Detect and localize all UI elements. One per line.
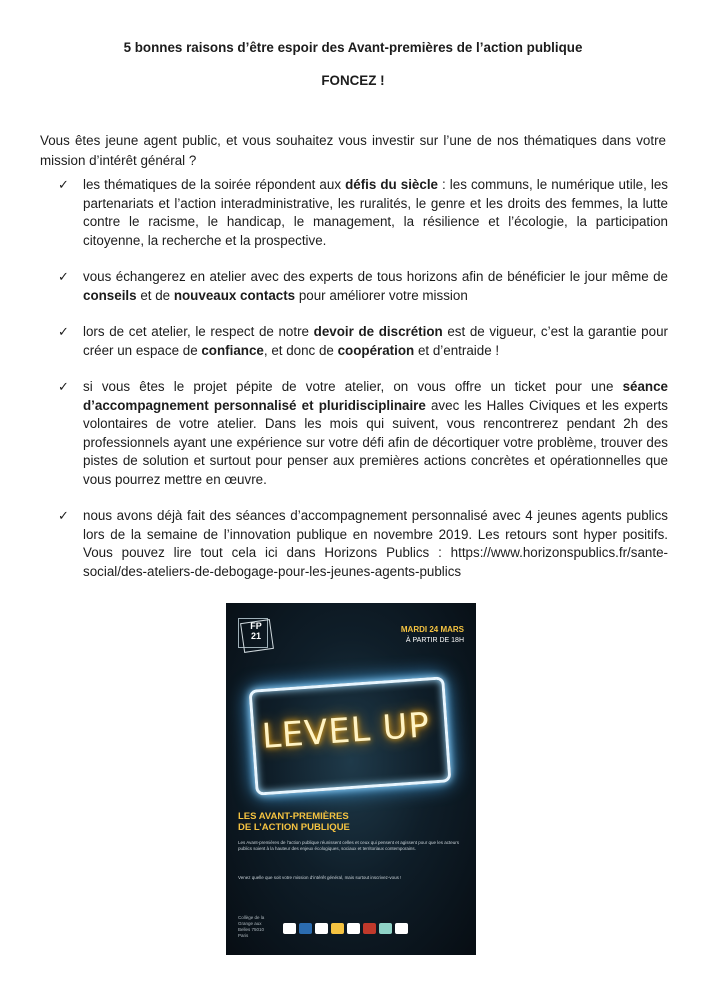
partner-logos: [283, 923, 408, 934]
partner-logo: [347, 923, 360, 934]
partner-logo: [379, 923, 392, 934]
partner-logo: [299, 923, 312, 934]
partner-logo: [363, 923, 376, 934]
poster-date: MARDI 24 MARS: [400, 625, 464, 634]
reason-text: vous échangerez en atelier avec des experts de tous horizons afin de bénéficier le jour même de: [83, 269, 668, 284]
reason-emphasis: nouveaux contacts: [173, 287, 296, 303]
reason-text: et de: [136, 287, 174, 303]
poster-description: Les Avant-premières de l’action publique réunissent celles et ceux qui pensent et agissent pour que les acteurs publics soient à la hauteur des enjeux écologiques, sociaux et territoriaux contemporains.: [238, 840, 460, 851]
poster-heading: [238, 811, 350, 833]
poster-time: À PARTIR DE 18H: [405, 637, 464, 644]
reason-item: [58, 378, 668, 489]
partner-logo: [283, 923, 296, 934]
reason-text: les thématiques de la soirée répondent aux: [83, 177, 346, 192]
checkmark-icon: ✓: [58, 177, 69, 192]
reason-text: , et donc de: [263, 342, 338, 358]
reason-emphasis: séance d’accompagnement personnalisé et pluridisciplinaire: [83, 379, 668, 413]
checkmark-icon: ✓: [58, 379, 69, 394]
reason-text: pour améliorer votre mission: [295, 287, 468, 303]
partner-logo: [315, 923, 328, 934]
poster-logo: FP 21: [250, 621, 262, 641]
event-poster: [226, 603, 476, 955]
poster-heading-line2: DE L’ACTION PUBLIQUE: [238, 822, 350, 833]
checkmark-icon: ✓: [58, 324, 69, 339]
reason-emphasis: devoir de discrétion: [313, 324, 443, 339]
reason-item: [58, 323, 668, 360]
reason-emphasis: conseils: [83, 287, 137, 303]
poster-heading-line1: LES AVANT-PREMIÈRES: [238, 811, 349, 822]
poster-venue: Collège de la Grange aux Belles 75010 Paris: [238, 915, 265, 938]
reason-text: avec les Halles Civiques et les experts volontaires de votre atelier. Dans les mois qui suivent, vous rencontrerez pendant 2h des professionnels ayant une expérience sur votre défi afin de décortiquer votre problème, trouver des pistes de solution et surtout pour penser aux premières actions concrètes et opérationnelles que vous pourrez mettre en œuvre.: [83, 397, 668, 487]
partner-logo: [331, 923, 344, 934]
reason-emphasis: coopération: [337, 342, 415, 358]
reason-emphasis: confiance: [201, 342, 264, 358]
reason-text: nous avons déjà fait des séances d’accompagnement personnalisé avec 4 jeunes agents publics lors de la semaine de l’innovation publique en novembre 2019. Les retours sont hyper positifs. Vous pouvez lire tout cela ici dans Horizons Publics : https://www.horizonspublics.fr/sante-social/des-ateliers-de-debogage-pour-les-jeunes-agents-publics: [83, 508, 668, 579]
reason-text: et d’entraide !: [414, 342, 500, 358]
partner-logo: [395, 923, 408, 934]
reason-text: si vous êtes le projet pépite de votre atelier, on vous offre un ticket pour une: [83, 379, 623, 394]
reason-text: lors de cet atelier, le respect de notre: [83, 324, 314, 339]
checkmark-icon: ✓: [58, 269, 69, 284]
reason-item: [58, 507, 668, 581]
reason-emphasis: défis du siècle: [345, 177, 438, 192]
reason-text: : les communs, le numérique utile, les partenariats et l’action interadministrative, les ruralités, le genre et les droits des femmes, la lutte contre le racisme, le handicap, le management, la résilience et l’écologie, la participation citoyenne, la recherche et la prospective.: [83, 177, 668, 248]
document-title: 5 bonnes raisons d’être espoir des Avant-premières de l’action publique: [123, 40, 583, 55]
reason-item: [58, 268, 668, 305]
reason-text: est de vigueur, c’est la garantie pour créer un espace de: [83, 324, 668, 358]
reasons-list: [58, 176, 668, 599]
reason-item: [58, 176, 668, 250]
intro-paragraph: Vous êtes jeune agent public, et vous souhaitez vous investir sur l’une de nos thématiques dans votre mission d’intérêt général ?: [40, 133, 666, 168]
neon-sign-text: LEVEL UP: [260, 705, 432, 757]
document-subtitle: FONCEZ !: [321, 73, 385, 88]
poster-call-to-action: Venez quelle que soit votre mission d’intérêt général, mais surtout inscrivez-vous !: [238, 875, 402, 880]
checkmark-icon: ✓: [58, 508, 69, 523]
